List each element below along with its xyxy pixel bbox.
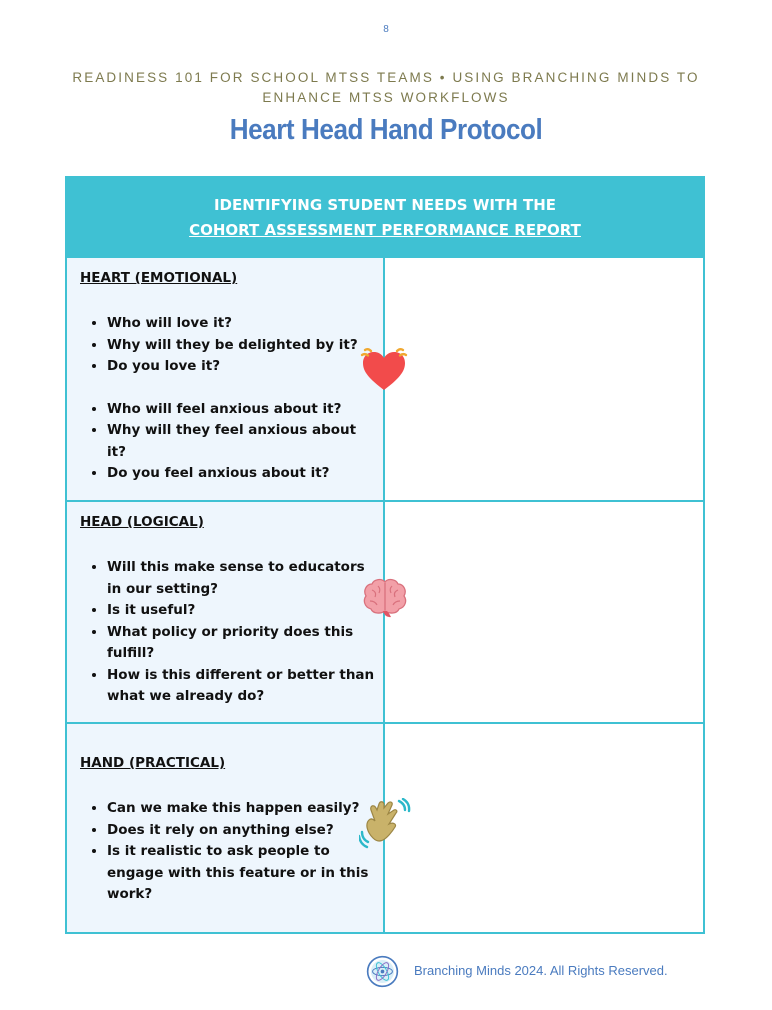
- list-item: • Does it rely on anything else?: [107, 820, 375, 842]
- hand-question-cell: [67, 724, 385, 932]
- row-heading-head: HEAD (LOGICAL): [80, 514, 204, 530]
- hand-notes-cell[interactable]: [387, 724, 703, 932]
- list-item: • Can we make this happen easily?: [107, 798, 375, 820]
- list-item: • Do you feel anxious about it?: [107, 463, 375, 485]
- list-item: • Is it realistic to ask people to engage with this feature or in this work?: [107, 841, 375, 906]
- list-item: • Is it useful?: [107, 600, 375, 622]
- page-number: 8: [383, 24, 389, 35]
- footer-copyright: Branching Minds 2024. All Rights Reserved.: [414, 963, 668, 978]
- heart-notes-cell[interactable]: [387, 258, 703, 500]
- hand-question-list: [67, 798, 375, 906]
- report-link[interactable]: COHORT ASSESSMENT PERFORMANCE REPORT: [189, 221, 581, 239]
- list-item: • Who will love it?: [107, 313, 375, 335]
- list-item: • Do you love it?: [107, 356, 375, 378]
- heart-icon: [359, 346, 409, 396]
- heart-question-cell: [67, 258, 385, 500]
- list-item: • Who will feel anxious about it?: [107, 399, 375, 421]
- heart-question-list: [67, 313, 375, 485]
- list-item: • Why will they be delighted by it?: [107, 335, 375, 357]
- waving-hand-icon: [359, 798, 411, 850]
- row-heading-hand: HAND (PRACTICAL): [80, 755, 226, 771]
- head-question-cell: [67, 502, 385, 722]
- list-item: • Why will they feel anxious about it?: [107, 420, 375, 463]
- list-item: • What policy or priority does this fulfill?: [107, 622, 375, 665]
- page-title: Heart Head Hand Protocol: [229, 114, 543, 146]
- branching-minds-logo-icon: [366, 955, 399, 988]
- brain-icon: [361, 576, 409, 620]
- list-item: • How is this different or better than what we already do?: [107, 665, 375, 708]
- row-heading-heart: HEART (EMOTIONAL): [80, 270, 238, 286]
- head-notes-cell[interactable]: [387, 502, 703, 722]
- list-item: • Will this make sense to educators in our setting?: [107, 557, 375, 600]
- head-question-list: [67, 557, 375, 708]
- document-kicker: READINESS 101 FOR SCHOOL MTSS TEAMS • USING BRANCHING MINDS TO ENHANCE MTSS WORKFLOWS: [72, 70, 700, 105]
- protocol-table: [65, 176, 705, 934]
- table-header-line1: IDENTIFYING STUDENT NEEDS WITH THE: [213, 196, 557, 214]
- table-header: [67, 178, 703, 256]
